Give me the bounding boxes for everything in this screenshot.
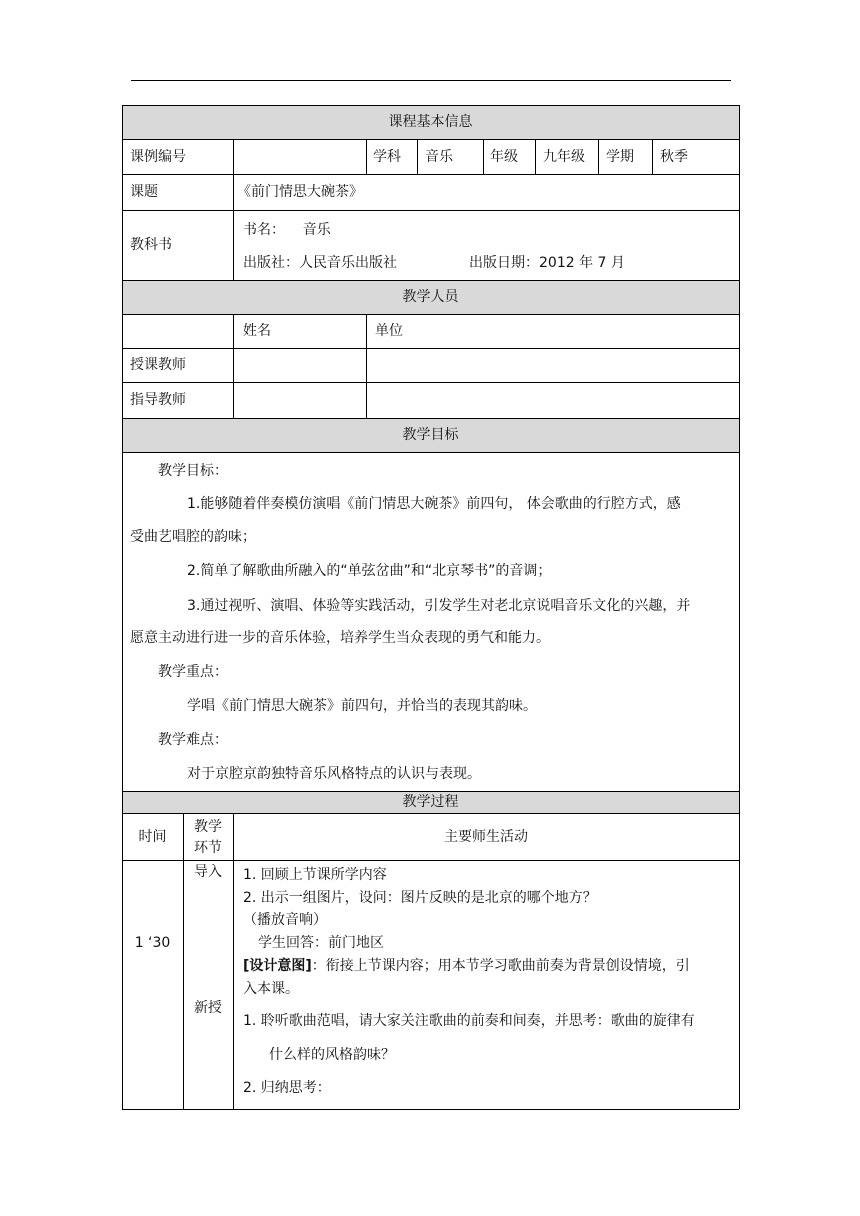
activity-line-2: 2. 出示一组图片，设问：图片反映的是北京的哪个地方？: [243, 890, 597, 906]
table-line: [122, 860, 739, 861]
difficulty-title: 教学难点：: [158, 732, 228, 748]
subject-label: 学科: [373, 149, 401, 165]
name-column-header: 姓名: [243, 323, 271, 339]
table-border-left: [122, 105, 123, 1109]
table-line: [122, 174, 739, 175]
page-header-rule: [131, 80, 731, 81]
activity-line-1: 1. 回顾上节课所学内容: [243, 867, 387, 883]
difficulty-text: 对于京腔京韵独特音乐风格特点的认识与表现。: [187, 766, 481, 782]
goal-1-line-1: 1.能够随着伴奏模仿演唱《前门情思大碗茶》前四句， 体会歌曲的行腔方式，感: [187, 496, 681, 512]
cell-divider: [535, 139, 536, 174]
pub-date: 出版日期：2012 年 7 月: [469, 255, 625, 271]
table-line: [122, 314, 739, 315]
design-intent-text: ：衔接上节课内容；用本节学习歌曲前奏为背景创设情境，引: [311, 958, 690, 974]
table-border-bottom: [122, 1109, 739, 1110]
stage-intro: 导入: [194, 864, 222, 880]
goals-header: 教学目标: [402, 427, 459, 443]
stage-column-header-line-1: 教学: [194, 819, 222, 835]
activity-line-5b: 什么样的风格韵味？: [269, 1047, 395, 1063]
activity-line-6: 2. 归纳思考：: [243, 1080, 331, 1096]
goal-3-line-1: 3.通过视听、演唱、体验等实践活动，引发学生对老北京说唱音乐文化的兴趣，并: [187, 598, 691, 614]
teacher-label: 授课教师: [130, 357, 186, 373]
textbook-label: 教科书: [130, 237, 172, 253]
book-name: 书名： 音乐: [243, 222, 331, 238]
cell-divider: [233, 813, 234, 1109]
cell-divider: [366, 139, 367, 174]
time-value: 1 ‘30: [134, 935, 171, 951]
activity-line-3: （播放音响）: [243, 912, 327, 928]
activity-line-5a: 1. 聆听歌曲范唱，请大家关注歌曲的前奏和间奏，并思考：歌曲的旋律有: [243, 1013, 695, 1029]
time-column-header: 时间: [138, 829, 167, 845]
cell-divider: [598, 139, 599, 174]
goal-title: 教学目标：: [158, 463, 228, 479]
stage-new: 新授: [194, 1000, 222, 1016]
process-header: 教学过程: [402, 794, 459, 810]
goal-2: 2.简单了解歌曲所融入的“单弦岔曲”和“北京琴书”的音调；: [187, 563, 552, 579]
table-line: [122, 418, 739, 419]
cell-divider: [417, 139, 418, 174]
table-line: [122, 452, 739, 453]
key-point-title: 教学重点：: [158, 664, 228, 680]
grade-label: 年级: [490, 149, 518, 165]
grade-value: 九年级: [543, 149, 585, 165]
cell-divider: [366, 314, 367, 418]
mentor-label: 指导教师: [130, 392, 186, 408]
table-line: [122, 210, 739, 211]
design-intent-label: [设计意图]: [243, 958, 312, 974]
unit-column-header: 单位: [375, 323, 403, 339]
table-line: [122, 280, 739, 281]
cell-divider: [233, 139, 234, 174]
staff-header: 教学人员: [402, 289, 459, 305]
cell-divider: [233, 174, 234, 280]
goal-1-line-2: 受曲艺唱腔的韵味；: [130, 529, 256, 545]
basic-info-header: 课程基本信息: [388, 114, 473, 130]
activity-column-header: 主要师生活动: [444, 829, 528, 845]
table-border-top: [122, 105, 739, 106]
table-border-right: [739, 105, 740, 1109]
table-line: [122, 813, 739, 814]
design-intent-line-1: [243, 956, 690, 976]
table-line: [122, 139, 739, 140]
publisher: 出版社：人民音乐出版社: [243, 255, 397, 271]
activity-line-4: 学生回答：前门地区: [258, 935, 384, 951]
topic-value: 《前门情思大碗茶》: [237, 184, 363, 200]
subject-value: 音乐: [425, 149, 453, 165]
key-point-text: 学唱《前门情思大碗茶》前四句，并恰当的表现其韵味。: [187, 698, 537, 714]
goal-3-line-2: 愿意主动进行进一步的音乐体验，培养学生当众表现的勇气和能力。: [130, 630, 550, 646]
topic-label: 课题: [130, 184, 158, 200]
cell-divider: [483, 139, 484, 174]
term-value: 秋季: [660, 149, 688, 165]
term-label: 学期: [606, 149, 634, 165]
cell-divider: [233, 314, 234, 418]
design-intent-line-2: 入本课。: [243, 981, 299, 997]
table-line: [122, 348, 739, 349]
case-no-label: 课例编号: [130, 149, 186, 165]
table-line: [122, 382, 739, 383]
cell-divider: [652, 139, 653, 174]
stage-column-header-line-2: 环节: [194, 840, 222, 856]
